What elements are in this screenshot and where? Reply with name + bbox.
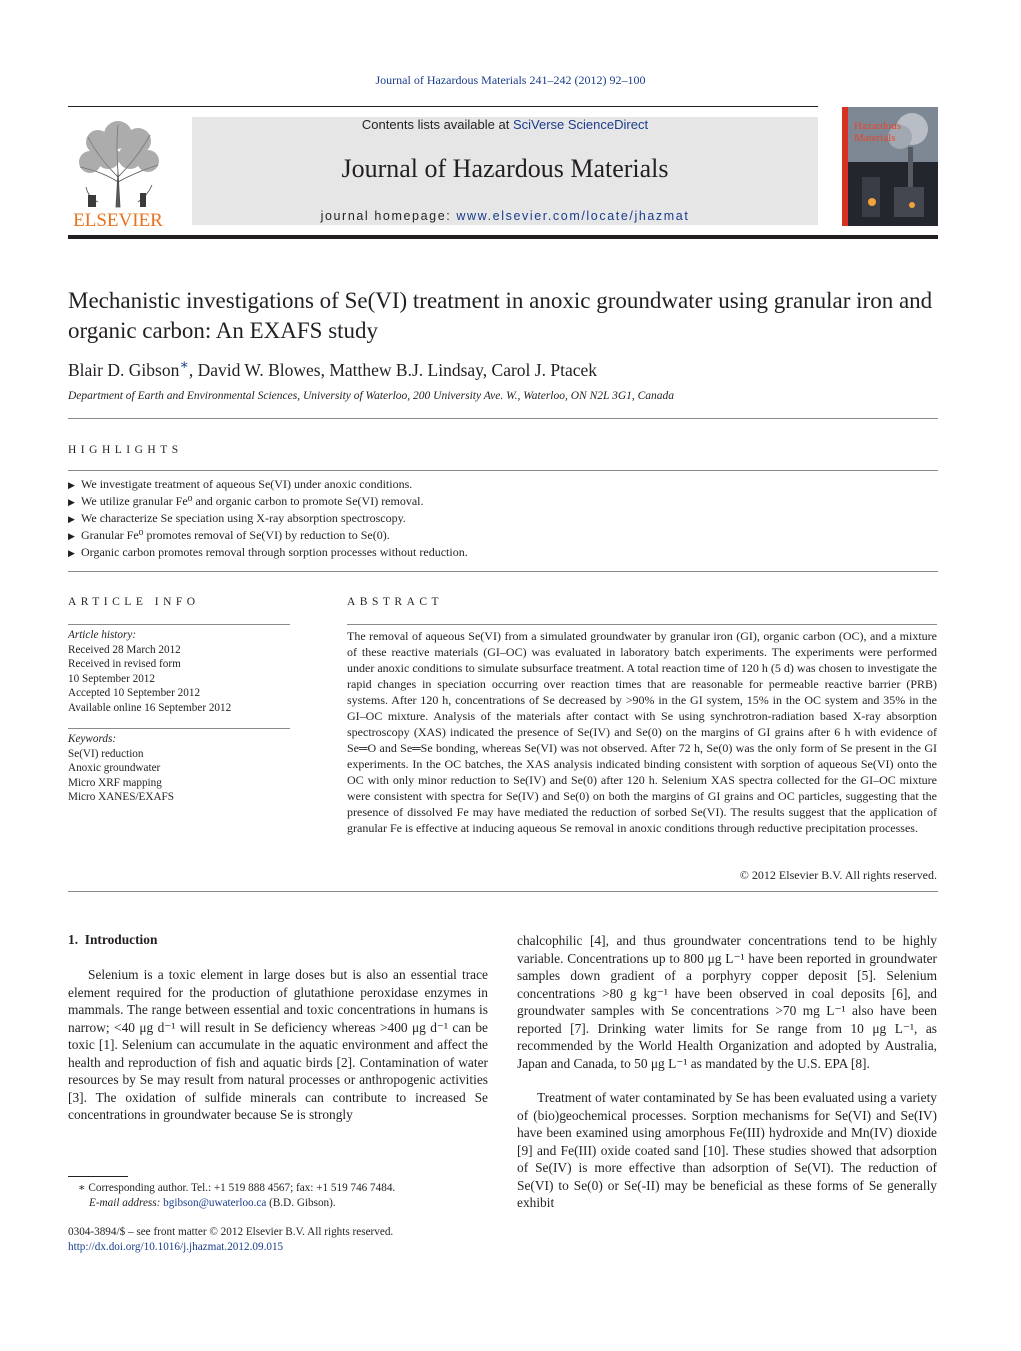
- contents-line: [192, 117, 818, 132]
- divider: [68, 470, 938, 471]
- history-line: Available online 16 September 2012: [68, 701, 232, 714]
- history-line: Accepted 10 September 2012: [68, 687, 201, 699]
- intro-paragraph: Selenium is a toxic element in large doses but is also an essential trace element required for the production of glutathione peroxidase enzymes in mammals. The range between essential and toxic concentrations in humans is narrow; <40 μg d⁻¹ will result in Se deficiency whereas >400 μg d⁻¹ can be toxic [1]. Selenium can accumulate in the aquatic environment and affect the health and reproduction of fish and aquatic birds [2]. Contamination of water resources by Se may result from natural processes or anthropogenic activities [3]. The oxidation of sulfide minerals can contribute to increased Se concentrations in groundwater because Se is strongly: [68, 967, 488, 1122]
- keywords-label: Keywords:: [68, 733, 117, 745]
- history-line: 10 September 2012: [68, 672, 155, 685]
- section-heading-introduction: 1. Introduction: [68, 932, 158, 947]
- keyword: Micro XRF mapping: [68, 776, 162, 789]
- divider: [68, 571, 938, 572]
- highlights-heading: HIGHLIGHTS: [68, 444, 183, 456]
- bullet-triangle-icon: ▶: [68, 548, 75, 558]
- corresponding-author-mark[interactable]: ∗: [179, 358, 189, 373]
- divider: [68, 624, 290, 625]
- email-footnote: E-mail address: bgibson@uwaterloo.ca (B.D. Gibson).: [89, 1197, 336, 1209]
- copyright: © 2012 Elsevier B.V. All rights reserved.: [739, 868, 937, 882]
- article-info-heading: ARTICLE INFO: [68, 596, 200, 608]
- keyword: Anoxic groundwater: [68, 762, 161, 774]
- abstract-heading: ABSTRACT: [347, 596, 444, 608]
- author[interactable]: Carol J. Ptacek: [491, 359, 597, 380]
- article-history: [68, 628, 231, 715]
- divider: [347, 624, 937, 625]
- bullet-triangle-icon: ▶: [68, 480, 75, 490]
- history-label: Article history:: [68, 629, 137, 641]
- author[interactable]: Blair D. Gibson: [68, 359, 180, 380]
- elsevier-wordmark: ELSEVIER: [73, 210, 163, 229]
- highlight-item: ▶ We characterize Se speciation using X-ray absorption spectroscopy.: [68, 511, 406, 525]
- history-line: Received 28 March 2012: [68, 643, 181, 656]
- homepage-prefix: journal homepage:: [320, 209, 457, 223]
- keywords: [68, 732, 174, 805]
- contents-prefix: Contents lists available at: [361, 117, 513, 132]
- divider: [68, 891, 938, 892]
- elsevier-tree-icon: [68, 117, 168, 229]
- highlight-item: ▶ We utilize granular Fe⁰ and organic carbon to promote Se(VI) removal.: [68, 494, 424, 508]
- bullet-triangle-icon: ▶: [68, 531, 75, 541]
- issn-line: 0304-3894/$ – see front matter © 2012 Elsevier B.V. All rights reserved.: [68, 1226, 394, 1238]
- bullet-triangle-icon: ▶: [68, 514, 75, 524]
- keyword: Micro XANES/EXAFS: [68, 791, 174, 803]
- journal-citation[interactable]: Journal of Hazardous Materials 241–242 (2012) 92–100: [375, 73, 646, 87]
- header-top-rule: [68, 106, 818, 107]
- intro-paragraph: Treatment of water contaminated by Se has been evaluated using a variety of (bio)geochemical processes. Sorption mechanisms for Se(VI) and Se(IV) have been examined using amorphous Fe(III) hydroxide and Mn(IV) dioxide [9] and Fe(III) oxide coated sand [10]. These studies showed that adsorption of Se(IV) is more effective than adsorption of Se(VI). The reduction of Se(VI) to Se(0) or Se(-II) may be beneficial as these forms of Se generally exhibit: [517, 1090, 937, 1210]
- affiliation: Department of Earth and Environmental Sciences, University of Waterloo, 200 University Ave. W., Waterloo, ON N2L 3G1, Canada: [68, 390, 675, 402]
- history-line: Received in revised form: [68, 658, 181, 670]
- elsevier-logo: [68, 117, 168, 229]
- bullet-triangle-icon: ▶: [68, 497, 75, 507]
- journal-name: Journal of Hazardous Materials: [341, 154, 669, 183]
- article-title: Mechanistic investigations of Se(VI) treatment in anoxic groundwater using granular iron and organic carbon: An EXAFS study: [68, 288, 933, 343]
- journal-homepage: [192, 209, 818, 223]
- journal-cover-image: [842, 107, 938, 226]
- footnote-rule: [68, 1176, 128, 1177]
- author-list: Blair D. Gibson∗, David W. Blowes, Matthew B.J. Lindsay, Carol J. Ptacek: [68, 358, 597, 380]
- abstract-text: The removal of aqueous Se(VI) from a simulated groundwater by granular iron (GI), organic carbon (OC), and a mixture of these reactive materials (GI–OC) was evaluated in laboratory batch experiments. The experiments were performed under anoxic conditions to simulate subsurface treatment. A total reaction time of 120 h (5 d) was chosen to investigate the rapid changes in speciation occurring over reaction times that are reasonable for permeable reactive barrier (PRB) systems. After 120 h, concentrations of Se decreased by >90% in the GI system, 15% in the OC system and 35% in the GI–OC mixture. Analysis of the materials after contact with Se using synchrotron-radiation based X-ray absorption spectroscopy (XAS) indicated the presence of Se(IV) and Se(0) on the margins of GI grains after 6 h with evidence of Se═O and Se═Se bonding, whereas Se(VI) was not observed. After 72 h, Se(0) was the only form of Se present in the GI experiments. In the OC batches, the XAS analysis indicated binding consistent with sorption of aqueous Se(VI) onto the OC with only minor reduction to Se(IV) and Se(0) after 120 h. Selenium XAS spectra collected for the GI–OC mixture were consistent with spectra for Se(IV) and Se(0) on both the margins of GI grains and OC particles, suggesting that the presence of dissolved Fe may have mediated the reduction of sorbed Se(VI). The results suggest that the application of granular Fe is effective at inducing aqueous Se removal in anoxic conditions through reductive precipitation processes.: [347, 629, 937, 835]
- svg-text:Materials: Materials: [854, 132, 896, 144]
- highlights-list: [68, 476, 468, 561]
- highlight-item: ▶ Granular Fe⁰ promotes removal of Se(VI) by reduction to Se(0).: [68, 528, 390, 542]
- author[interactable]: Matthew B.J. Lindsay: [329, 359, 483, 380]
- highlight-item: ▶ We investigate treatment of aqueous Se(VI) under anoxic conditions.: [68, 477, 413, 491]
- corresponding-footnote: ∗ Corresponding author. Tel.: +1 519 888 4567; fax: +1 519 746 7484.: [78, 1182, 396, 1194]
- highlight-item: ▶ Organic carbon promotes removal through sorption processes without reduction.: [68, 545, 468, 559]
- doi-link[interactable]: http://dx.doi.org/10.1016/j.jhazmat.2012.09.015: [68, 1241, 284, 1253]
- divider: [68, 418, 938, 419]
- email-link[interactable]: bgibson@uwaterloo.ca: [163, 1197, 267, 1209]
- intro-paragraph: chalcophilic [4], and thus groundwater concentrations tend to be highly variable. Concentrations up to 800 μg L⁻¹ have been reported in groundwater samples down gradient of a porphyry copper deposit [5]. Selenium concentrations >80 g kg⁻¹ have been observed in coal deposits [6], and groundwater samples with Se concentrations >70 mg L⁻¹ also have been reported [7]. Drinking water limits for Se range from 10 μg L⁻¹, as recommended by the World Health Organization and adopted by Australia, Japan and Canada, to 50 μg L⁻¹ as mandated by the U.S. EPA [8].: [517, 933, 937, 1071]
- homepage-link[interactable]: www.elsevier.com/locate/jhazmat: [456, 209, 690, 223]
- author[interactable]: David W. Blowes: [197, 359, 321, 380]
- header-bottom-rule: [68, 235, 938, 239]
- divider: [68, 728, 290, 729]
- keyword: Se(VI) reduction: [68, 747, 144, 760]
- sciverse-link[interactable]: SciVerse ScienceDirect: [512, 117, 649, 132]
- cover-title: Hazardous: [854, 120, 902, 132]
